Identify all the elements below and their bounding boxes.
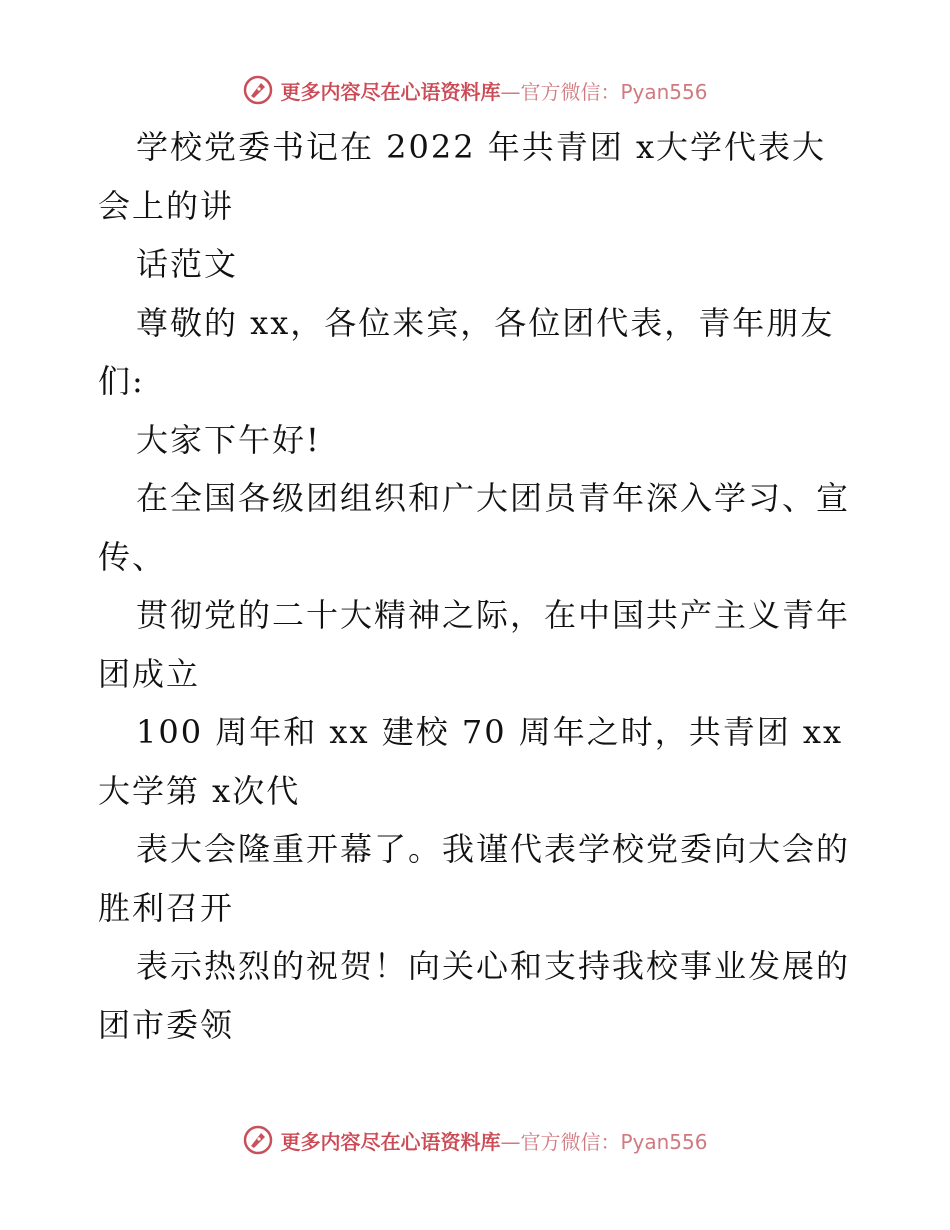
text-line: 贯彻党的二十大精神之际，在中国共产主义青年 (136, 596, 851, 634)
watermark-text (280, 76, 707, 105)
watermark-brand: 更多内容尽在心语资料库 (280, 1129, 501, 1154)
header-watermark (0, 72, 950, 108)
text-line: 们: (98, 362, 145, 400)
text-line: 传、 (98, 537, 167, 576)
document-body (98, 118, 858, 1054)
text-line: 尊敬的 xx，各位来宾，各位团代表，青年朋友 (136, 303, 835, 342)
text-line: 100 周年和 xx 建校 70 周年之时，共青团 xx (136, 713, 844, 751)
text-line: 表示热烈的祝贺！向关心和支持我校事业发展的 (136, 947, 851, 985)
text-line: 团市委领 (98, 1005, 235, 1044)
pen-nib-seal-icon (242, 74, 274, 106)
footer-watermark (0, 1122, 950, 1158)
pen-nib-seal-icon (242, 1124, 274, 1156)
watermark-contact: —官方微信：Pyan556 (500, 1129, 708, 1154)
text-line: 话范文 (136, 245, 239, 283)
text-line: 大家下午好! (136, 420, 321, 459)
text-line: 学校党委书记在 2022 年共青团 x大学代表大 (136, 128, 827, 166)
watermark-brand: 更多内容尽在心语资料库 (280, 79, 501, 104)
text-line: 胜利召开 (98, 888, 235, 927)
text-line: 团成立 (98, 654, 201, 693)
text-line: 在全国各级团组织和广大团员青年深入学习、宣 (136, 479, 851, 517)
text-line: 表大会隆重开幕了。我谨代表学校党委向大会的 (136, 830, 851, 868)
watermark-contact: —官方微信：Pyan556 (500, 79, 708, 104)
text-line: 大学第 x次代 (98, 771, 301, 810)
text-line: 会上的讲 (98, 186, 235, 225)
watermark-text (280, 1126, 707, 1155)
